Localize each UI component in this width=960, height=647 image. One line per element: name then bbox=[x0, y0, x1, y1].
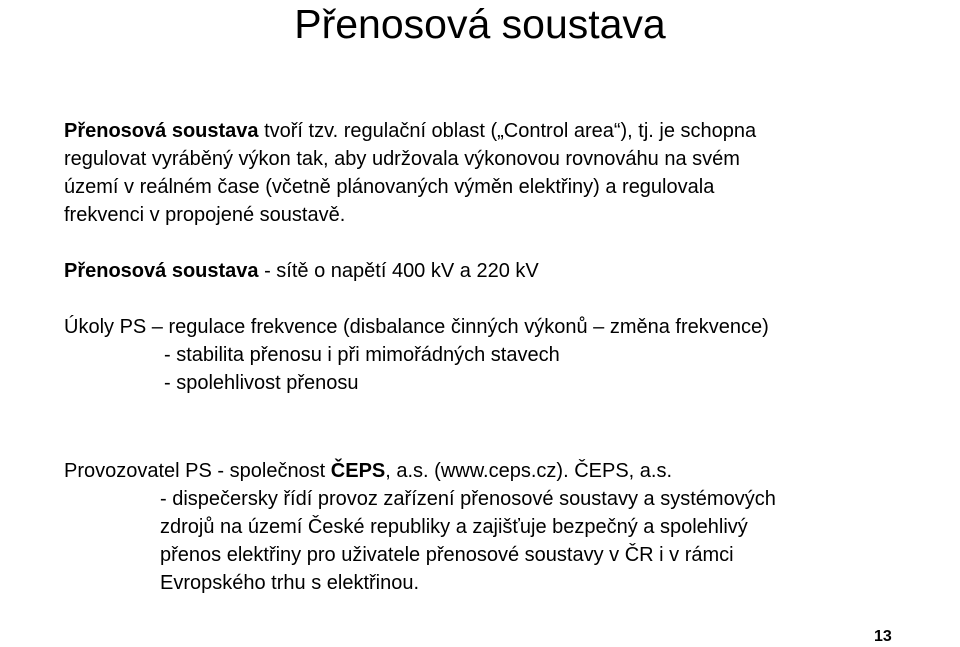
tasks-line-1: Úkoly PS – regulace frekvence (disbalance činných výkonů – změna frekvence) bbox=[64, 316, 769, 338]
voltage-paragraph bbox=[64, 257, 539, 285]
operator-company: ČEPS bbox=[330, 460, 386, 482]
definition-line-4: frekvenci v propojené soustavě. bbox=[64, 204, 346, 226]
slide-title: Přenosová soustava bbox=[294, 1, 666, 47]
voltage-term: Přenosová soustava bbox=[64, 260, 259, 282]
voltage-line bbox=[64, 257, 539, 285]
operator-line-5: Evropského trhu s elektřinou. bbox=[160, 572, 420, 594]
operator-line-4: přenos elektřiny pro uživatele přenosové soustavy v ČR i v rámci bbox=[160, 544, 734, 566]
operator-line-1-start: Provozovatel PS - společnost bbox=[64, 460, 331, 482]
tasks-line-2: - stabilita přenosu i při mimořádných stavech bbox=[164, 344, 560, 366]
definition-line-3: území v reálném čase (včetně plánovaných výměn elektřiny) a regulovala bbox=[64, 176, 715, 198]
tasks-line-3: - spolehlivost přenosu bbox=[164, 372, 359, 394]
definition-term: Přenosová soustava bbox=[64, 120, 259, 142]
page-number: 13 bbox=[874, 628, 892, 645]
definition-line-1-text: tvoří tzv. regulační oblast („Control area“), tj. je schopna bbox=[258, 120, 757, 142]
operator-line-3: zdrojů na území České republiky a zajišťuje bezpečný a spolehlivý bbox=[160, 516, 748, 538]
operator-line-1-end: , a.s. (www.ceps.cz). ČEPS, a.s. bbox=[385, 460, 673, 482]
tasks-paragraph bbox=[64, 313, 769, 397]
definition-paragraph bbox=[64, 117, 756, 229]
voltage-text: - sítě o napětí 400 kV a 220 kV bbox=[258, 260, 539, 282]
operator-line-2: - dispečersky řídí provoz zařízení přenosové soustavy a systémových bbox=[160, 488, 776, 510]
operator-paragraph bbox=[64, 457, 776, 597]
definition-line-1 bbox=[64, 117, 756, 145]
operator-line-1 bbox=[64, 457, 776, 485]
definition-line-2: regulovat vyráběný výkon tak, aby udržovala výkonovou rovnováhu na svém bbox=[64, 148, 740, 170]
